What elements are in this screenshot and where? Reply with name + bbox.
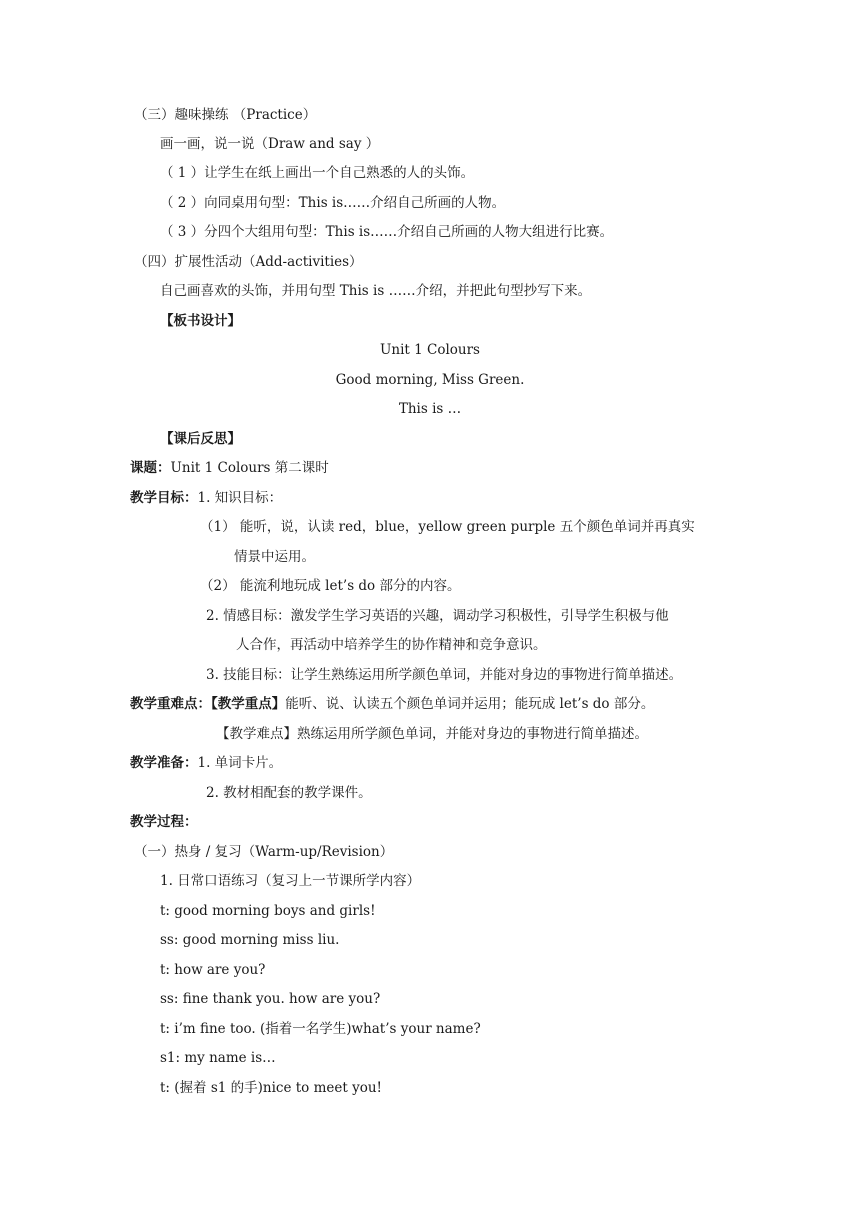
practice-step-1: （ 1 ）让学生在纸上画出一个自己熟悉的人的头饰。 bbox=[160, 165, 475, 181]
warmup-heading: （一）热身 / 复习（Warm-up/Revision） bbox=[134, 844, 394, 860]
dialogue-line-7: t: (握着 s1 的手)nice to meet you! bbox=[160, 1080, 382, 1096]
difficult-points-tag: 【教学难点】 bbox=[216, 726, 297, 742]
skill-goal: 3. 技能目标：让学生熟练运用所学颜色单词，并能对身边的事物进行简单描述。 bbox=[206, 667, 683, 683]
lesson-topic-value: Unit 1 Colours 第二课时 bbox=[170, 460, 329, 476]
teaching-process-heading: 教学过程： bbox=[130, 814, 198, 830]
key-points-text: 能听、说、认读五个颜色单词并运用；能玩成 let’s do 部分。 bbox=[285, 696, 655, 712]
lesson-topic-line bbox=[130, 459, 329, 477]
emotional-goal: 2. 情感目标：激发学生学习英语的兴趣，调动学习积极性，引导学生积极与他 bbox=[206, 608, 669, 624]
difficult-points-text: 熟练运用所学颜色单词，并能对身边的事物进行简单描述。 bbox=[297, 726, 648, 742]
preparation-line bbox=[130, 754, 282, 772]
preparation-item-2: 2. 教材相配套的教学课件。 bbox=[206, 785, 372, 801]
practice-step-3: （ 3 ）分四个大组用句型：This is……介绍自己所画的人物大组进行比赛。 bbox=[160, 224, 614, 240]
section-add-activities-heading: （四）扩展性活动（Add-activities） bbox=[134, 254, 363, 270]
board-design-heading: 【板书设计】 bbox=[160, 313, 241, 329]
preparation-label: 教学准备： bbox=[130, 755, 198, 771]
draw-and-say-line: 画一画，说一说（Draw and say ） bbox=[160, 136, 380, 152]
preparation-item-1: 1. 单词卡片。 bbox=[197, 755, 283, 771]
add-activities-text: 自己画喜欢的头饰，并用句型 This is ……介绍，并把此句型抄写下来。 bbox=[160, 283, 592, 299]
section-practice-heading: （三）趣味操练 （Practice） bbox=[134, 107, 317, 123]
difficult-points-line bbox=[216, 725, 648, 743]
dialogue-line-3: t: how are you? bbox=[160, 962, 266, 978]
dialogue-line-5: t: i’m fine too. (指着一名学生)what’s your name? bbox=[160, 1021, 481, 1037]
dialogue-line-2: ss: good morning miss liu. bbox=[160, 932, 340, 948]
board-line-3: This is … bbox=[398, 401, 462, 417]
practice-step-2: （ 2 ）向同桌用句型：This is……介绍自己所画的人物。 bbox=[160, 195, 506, 211]
knowledge-goal-heading: 1. 知识目标： bbox=[197, 490, 283, 506]
emotional-goal-cont: 人合作，再活动中培养学生的协作精神和竞争意识。 bbox=[236, 637, 547, 653]
warmup-step-1: 1. 日常口语练习（复习上一节课所学内容） bbox=[160, 873, 421, 889]
reflection-heading: 【课后反思】 bbox=[160, 431, 241, 447]
teaching-goals-label: 教学目标： bbox=[130, 490, 198, 506]
lesson-topic-label: 课题： bbox=[130, 460, 171, 476]
teaching-goals-line bbox=[130, 489, 282, 507]
knowledge-goal-1-cont: 情景中运用。 bbox=[234, 549, 315, 565]
key-difficult-points-label: 教学重难点： bbox=[130, 696, 211, 712]
knowledge-goal-1: （1） 能听，说，认读 red，blue，yellow green purple 五个颜色单词并再真实 bbox=[200, 519, 695, 535]
dialogue-line-1: t: good morning boys and girls! bbox=[160, 903, 376, 919]
key-points-tag: 【教学重点】 bbox=[211, 696, 286, 712]
board-line-1: Unit 1 Colours bbox=[380, 342, 480, 358]
dialogue-line-4: ss: fine thank you. how are you? bbox=[160, 991, 381, 1007]
knowledge-goal-2: （2） 能流利地玩成 let’s do 部分的内容。 bbox=[200, 578, 461, 594]
dialogue-line-6: s1: my name is… bbox=[160, 1050, 276, 1066]
board-line-2: Good morning, Miss Green. bbox=[335, 372, 525, 388]
key-points-line bbox=[130, 695, 654, 713]
